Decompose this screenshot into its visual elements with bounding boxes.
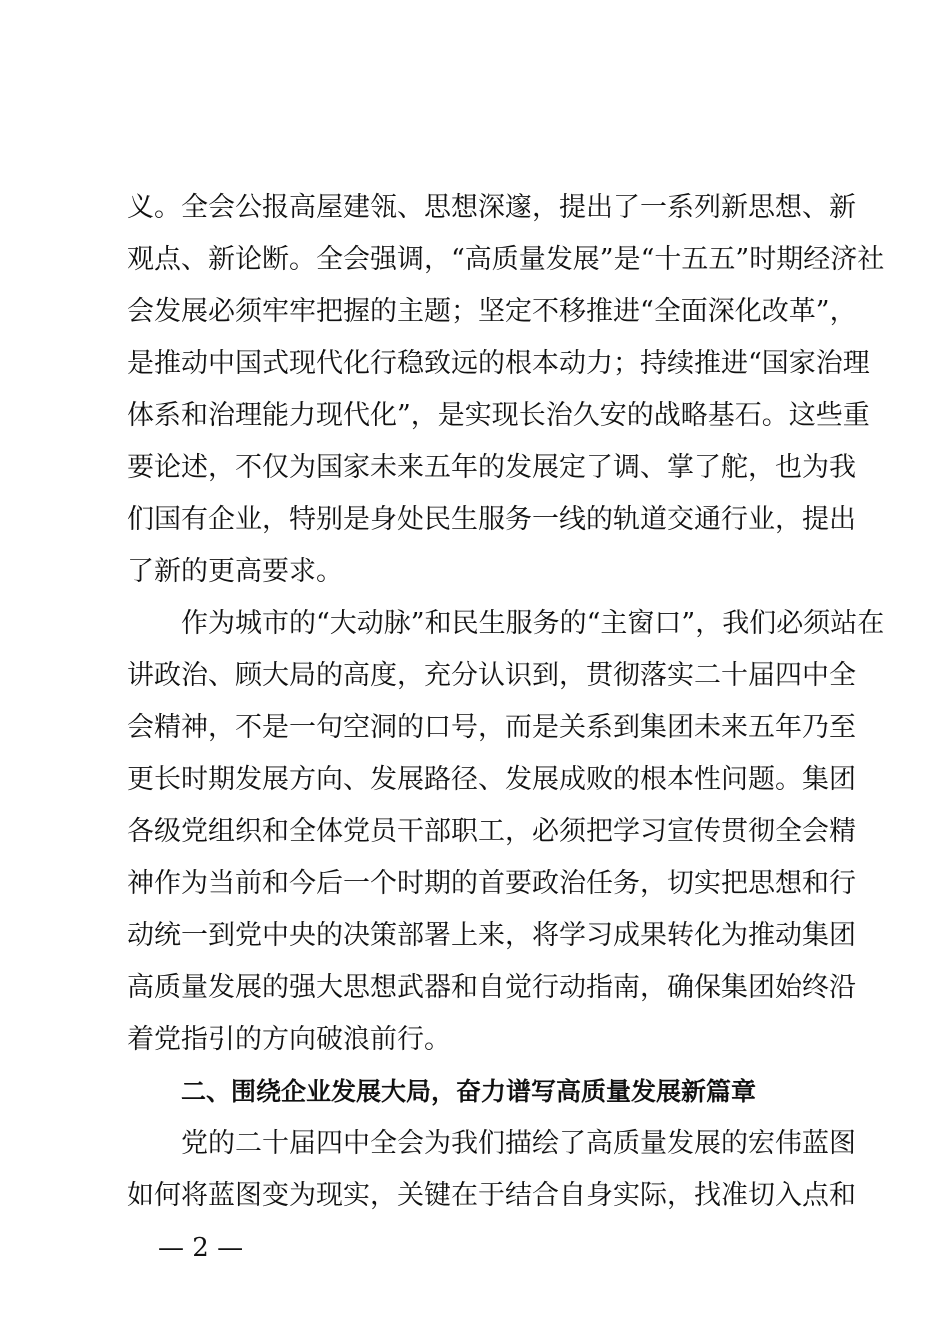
paragraph-start-line: 党的二十届四中全会为我们描绘了高质量发展的宏伟蓝图	[181, 1128, 856, 1159]
text-line: 神作为当前和今后一个时期的首要政治任务，切实把思想和行	[127, 868, 856, 899]
text-line: 义。全会公报高屋建瓴、思想深邃，提出了一系列新思想、新	[127, 192, 856, 223]
text-line: 讲政治、顾大局的高度，充分认识到，贯彻落实二十届四中全	[127, 660, 856, 691]
text-line: 会精神，不是一句空洞的口号，而是关系到集团未来五年乃至	[127, 712, 856, 743]
text-line: 了新的更高要求。	[127, 556, 343, 587]
text-line: 观点、新论断。全会强调，“高质量发展”是“十五五”时期经济社	[127, 244, 885, 275]
text-line: 着党指引的方向破浪前行。	[127, 1024, 451, 1055]
page-number: — 2 —	[158, 1233, 244, 1263]
text-line: 是推动中国式现代化行稳致远的根本动力；持续推进“国家治理	[127, 348, 870, 379]
section-heading: 二、围绕企业发展大局，奋力谱写高质量发展新篇章	[181, 1077, 757, 1106]
text-line: 动统一到党中央的决策部署上来，将学习成果转化为推动集团	[127, 920, 856, 951]
text-line: 要论述，不仅为国家未来五年的发展定了调、掌了舵，也为我	[127, 452, 856, 483]
paragraph-start-line: 作为城市的“大动脉”和民生服务的“主窗口”，我们必须站在	[181, 608, 885, 639]
text-line: 高质量发展的强大思想武器和自觉行动指南，确保集团始终沿	[127, 972, 856, 1003]
text-line: 会发展必须牢牢把握的主题；坚定不移推进“全面深化改革”，	[127, 296, 857, 327]
text-line: 各级党组织和全体党员干部职工，必须把学习宣传贯彻全会精	[127, 816, 856, 847]
text-line: 更长时期发展方向、发展路径、发展成败的根本性问题。集团	[127, 764, 856, 795]
text-line: 体系和治理能力现代化”，是实现长治久安的战略基石。这些重	[127, 400, 870, 431]
text-line: 们国有企业，特别是身处民生服务一线的轨道交通行业，提出	[127, 504, 856, 535]
text-line: 如何将蓝图变为现实，关键在于结合自身实际，找准切入点和	[127, 1180, 856, 1211]
